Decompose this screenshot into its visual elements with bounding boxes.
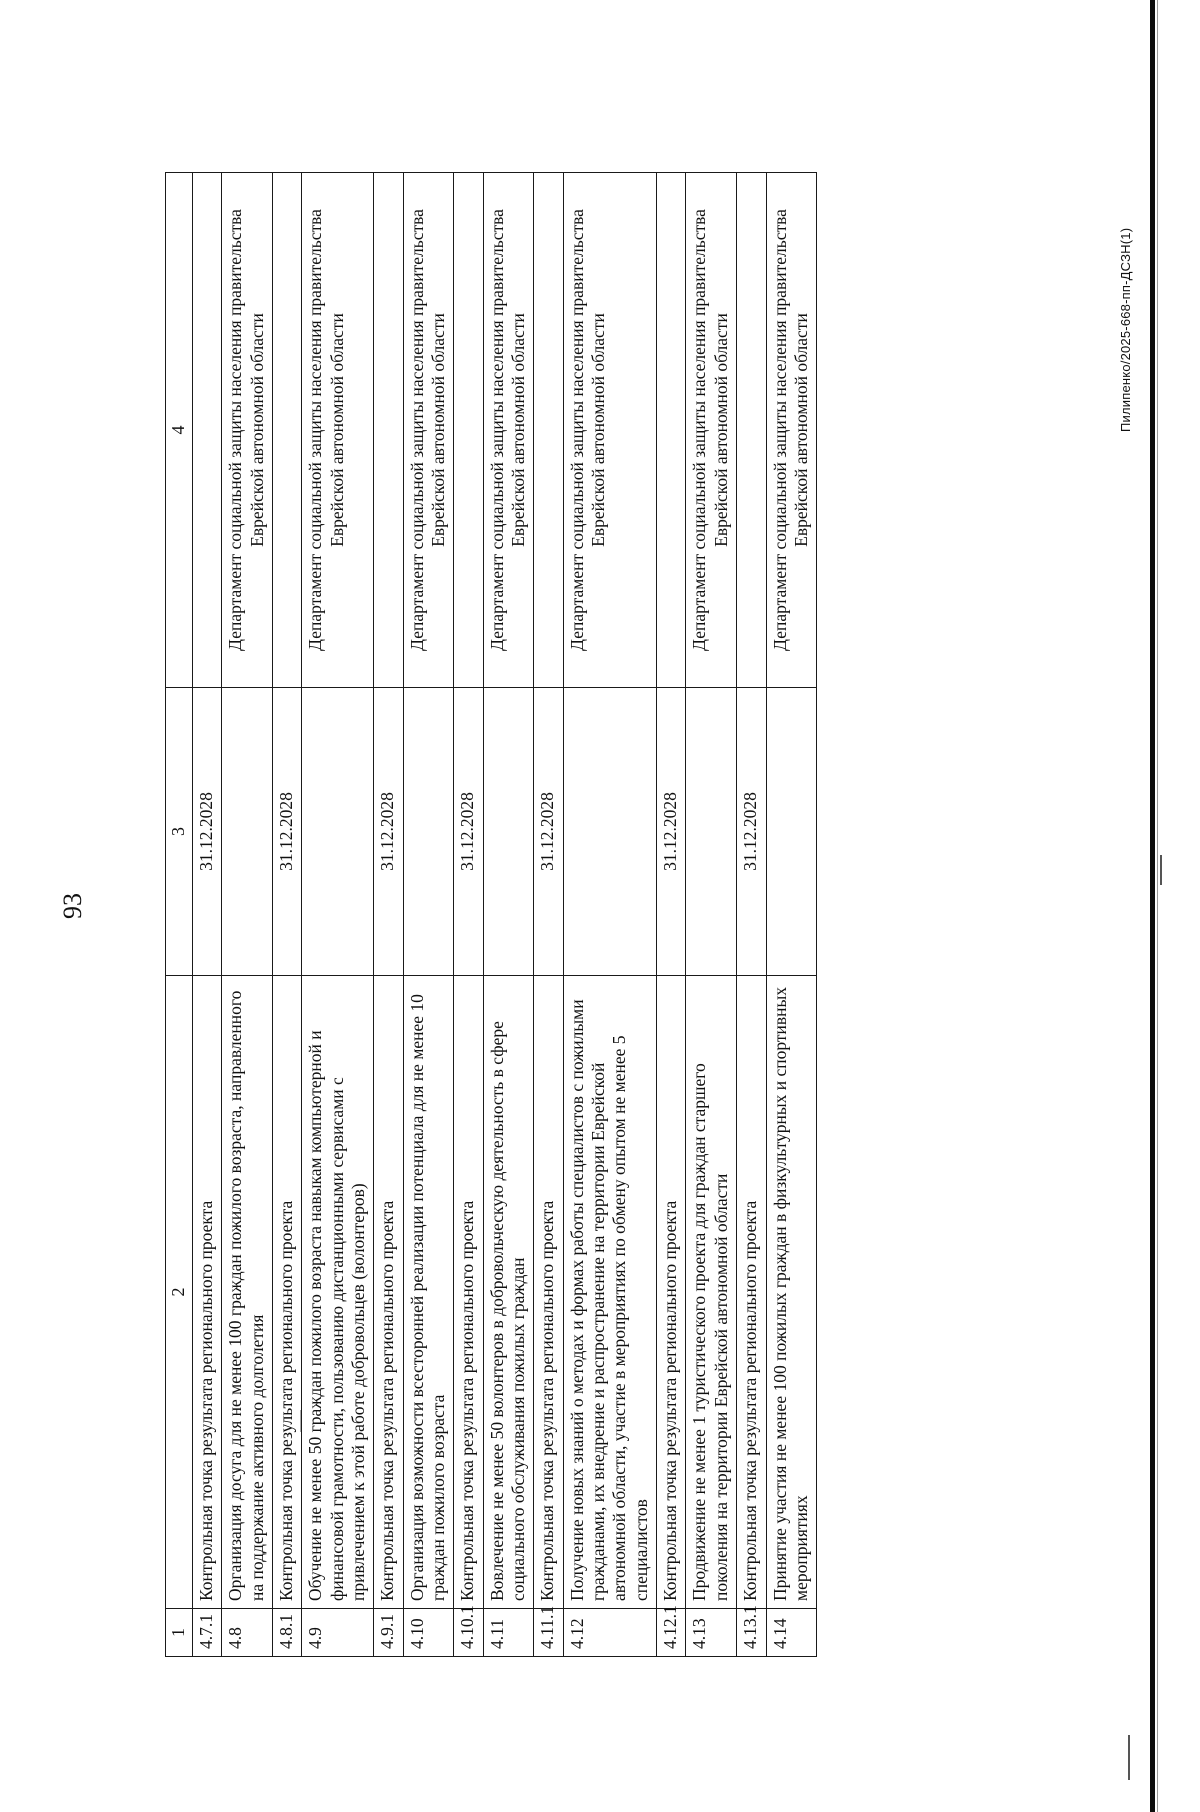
row-description: Организация возможности всесторонней реализации потенциала для не менее 10 граждан пожилого возраста: [403, 976, 454, 1609]
row-number: 4.7.1: [192, 1609, 221, 1657]
row-description: Продвижение не менее 1 туристического проекта для граждан старшего поколения на территории Еврейской автономной области: [686, 976, 737, 1609]
page-number: 93: [58, 893, 87, 919]
table-row: [403, 173, 454, 1657]
row-deadline: [686, 688, 737, 976]
row-responsible: Департамент социальной защиты населения правительства Еврейской автономной области: [403, 173, 454, 688]
row-number: 4.13.1: [737, 1609, 766, 1657]
table-row: [657, 173, 686, 1657]
row-responsible: [657, 173, 686, 688]
row-number: 4.12.1: [657, 1609, 686, 1657]
row-deadline: 31.12.2028: [272, 688, 301, 976]
table-row: [563, 173, 656, 1657]
row-description: Получение новых знаний о методах и формах работы специалистов с пожилыми гражданами, их внедрение и распространение на территории Еврейской автономной области, участие в мероприятиях по обмену опытом не менее 5 специалистов: [563, 976, 656, 1609]
row-number: 4.13: [686, 1609, 737, 1657]
row-description: Контрольная точка результата регионального проекта: [737, 976, 766, 1609]
row-deadline: 31.12.2028: [192, 688, 221, 976]
row-deadline: [403, 688, 454, 976]
row-responsible: Департамент социальной защиты населения правительства Еврейской автономной области: [563, 173, 656, 688]
row-responsible: Департамент социальной защиты населения правительства Еврейской автономной области: [686, 173, 737, 688]
row-responsible: [272, 173, 301, 688]
document-code: Пилипенко/2025-668-пп-ДСЗН(1): [1118, 227, 1133, 432]
header-cell-2: 2: [166, 976, 193, 1609]
row-responsible: Департамент социальной защиты населения правительства Еврейской автономной области: [483, 173, 534, 688]
table-row: [192, 173, 221, 1657]
row-number: 4.11.1: [534, 1609, 563, 1657]
row-description: Принятие участия не менее 100 пожилых граждан в физкультурных и спортивных мероприятиях: [766, 976, 817, 1609]
row-deadline: 31.12.2028: [454, 688, 483, 976]
row-deadline: 31.12.2028: [657, 688, 686, 976]
row-responsible: [192, 173, 221, 688]
table-row: [302, 173, 374, 1657]
table-row: [766, 173, 817, 1657]
row-number: 4.10.1: [454, 1609, 483, 1657]
row-number: 4.14: [766, 1609, 817, 1657]
row-description: Контрольная точка результата регионального проекта: [534, 976, 563, 1609]
header-cell-4: 4: [166, 173, 193, 688]
table-row: [686, 173, 737, 1657]
row-deadline: 31.12.2028: [534, 688, 563, 976]
row-deadline: [563, 688, 656, 976]
row-number: 4.12: [563, 1609, 656, 1657]
row-deadline: 31.12.2028: [737, 688, 766, 976]
row-deadline: [483, 688, 534, 976]
table-row: [374, 173, 403, 1657]
table-row: [534, 173, 563, 1657]
row-description: Контрольная точка результата регионального проекта: [374, 976, 403, 1609]
table-row: [272, 173, 301, 1657]
table-row: [483, 173, 534, 1657]
row-deadline: [766, 688, 817, 976]
plan-table: [165, 172, 817, 1657]
table-row: [737, 173, 766, 1657]
header-cell-1: 1: [166, 1609, 193, 1657]
header-cell-3: 3: [166, 688, 193, 976]
row-description: Обучение не менее 50 граждан пожилого возраста навыкам компьютерной и финансовой грамотности, пользованию дистанционными сервисами с привлечением к этой работе добровольцев (волонтеров): [302, 976, 374, 1609]
row-description: Контрольная точка результата регионального проекта: [272, 976, 301, 1609]
row-number: 4.9: [302, 1609, 374, 1657]
row-deadline: [222, 688, 273, 976]
row-responsible: [454, 173, 483, 688]
row-description: Контрольная точка результата регионального проекта: [454, 976, 483, 1609]
row-responsible: [737, 173, 766, 688]
row-number: 4.10: [403, 1609, 454, 1657]
table-header-row: [166, 173, 193, 1657]
row-number: 4.9.1: [374, 1609, 403, 1657]
table-row: [454, 173, 483, 1657]
row-number: 4.11: [483, 1609, 534, 1657]
row-responsible: [374, 173, 403, 688]
row-responsible: Департамент социальной защиты населения правительства Еврейской автономной области: [222, 173, 273, 688]
row-responsible: Департамент социальной защиты населения правительства Еврейской автономной области: [766, 173, 817, 688]
row-description: Контрольная точка результата регионального проекта: [657, 976, 686, 1609]
row-number: 4.8.1: [272, 1609, 301, 1657]
row-deadline: [302, 688, 374, 976]
row-number: 4.8: [222, 1609, 273, 1657]
row-description: Вовлечение не менее 50 волонтеров в добровольческую деятельность в сфере социального обслуживания пожилых граждан: [483, 976, 534, 1609]
row-responsible: [534, 173, 563, 688]
row-description: Контрольная точка результата регионального проекта: [192, 976, 221, 1609]
row-deadline: 31.12.2028: [374, 688, 403, 976]
table-row: [222, 173, 273, 1657]
row-description: Организация досуга для не менее 100 граждан пожилого возраста, направленного на поддержание активного долголетия: [222, 976, 273, 1609]
row-responsible: Департамент социальной защиты населения правительства Еврейской автономной области: [302, 173, 374, 688]
